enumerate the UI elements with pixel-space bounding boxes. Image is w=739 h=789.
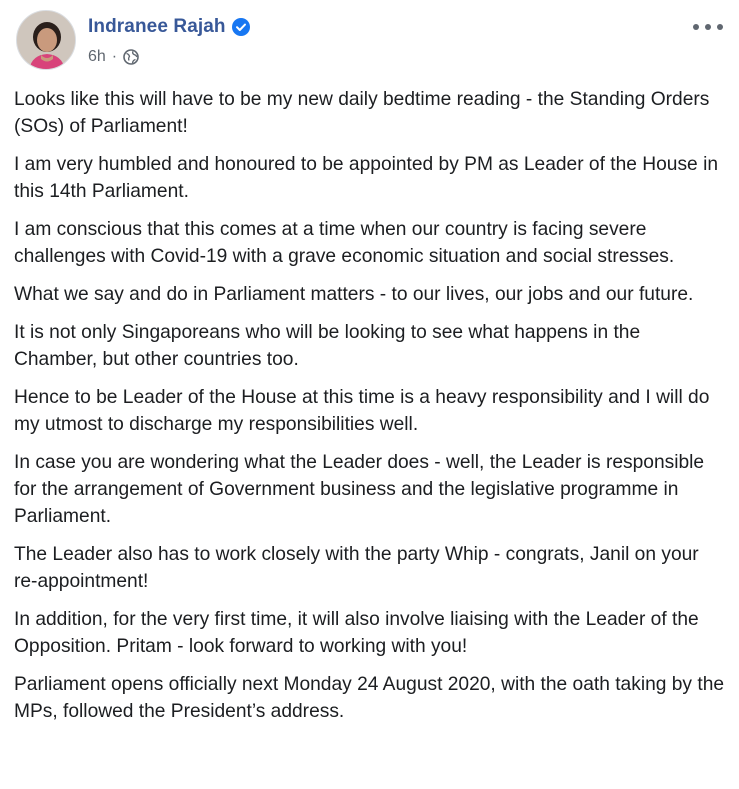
post-paragraph: What we say and do in Parliament matters - to our lives, our jobs and our future. <box>14 284 694 305</box>
post-paragraph: In addition, for the very first time, it will also involve liaising with the Leader of the Opposition. Pritam - look forward to working with you! <box>14 609 699 657</box>
post-paragraph: I am very humbled and honoured to be appointed by PM as Leader of the House in this 14th Parliament. <box>14 154 718 202</box>
post-timestamp[interactable]: 6h <box>88 48 106 65</box>
post-paragraph: The Leader also has to work closely with the party Whip - congrats, Janil on your re-appointment! <box>14 544 699 592</box>
avatar[interactable] <box>16 10 76 70</box>
verified-badge-icon <box>232 18 250 36</box>
post-paragraph: It is not only Singaporeans who will be looking to see what happens in the Chamber, but other countries too. <box>14 322 641 370</box>
post-body <box>14 86 726 736</box>
post-paragraph: In case you are wondering what the Leader does - well, the Leader is responsible for the arrangement of Government business and the legislative programme in Parliament. <box>14 452 705 527</box>
author-line <box>88 16 250 38</box>
avatar-image <box>17 11 76 70</box>
more-options-icon[interactable] <box>693 20 723 34</box>
post-paragraph: Looks like this will have to be my new daily bedtime reading - the Standing Orders (SOs) of Parliament! <box>14 89 710 137</box>
post-paragraph: Hence to be Leader of the House at this time is a heavy responsibility and I will do my utmost to discharge my responsibilities well. <box>14 387 710 435</box>
post-paragraph: I am conscious that this comes at a time when our country is facing severe challenges with Covid-19 with a grave economic situation and social stresses. <box>14 219 675 267</box>
globe-icon[interactable] <box>123 49 139 65</box>
post-paragraph: Parliament opens officially next Monday 24 August 2020, with the oath taking by the MPs, followed the President’s address. <box>14 674 725 722</box>
post-meta <box>88 48 139 66</box>
post-header <box>16 10 723 70</box>
author-name[interactable]: Indranee Rajah <box>88 16 226 37</box>
meta-separator: · <box>111 48 118 65</box>
